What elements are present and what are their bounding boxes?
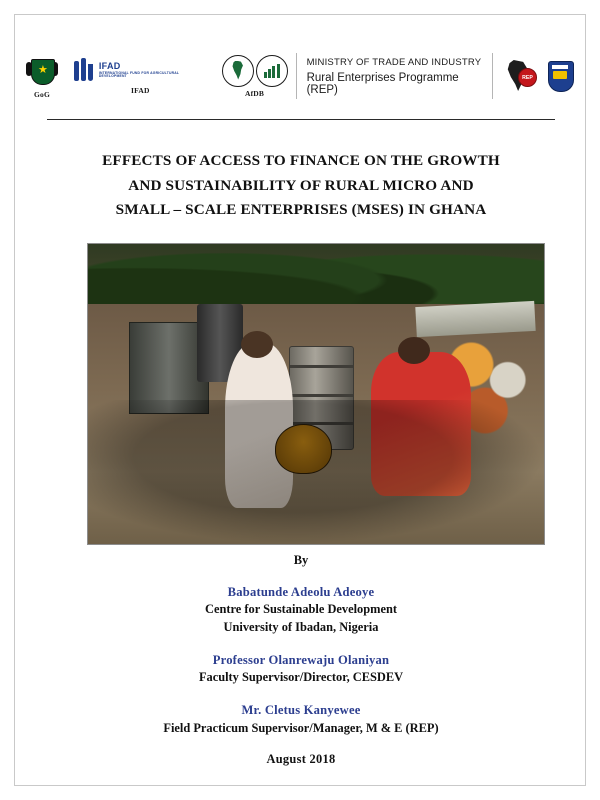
afdb-logo-caption: AfDB (244, 88, 265, 98)
afdb-logo-cell (222, 45, 288, 107)
ifad-logo-icon (73, 58, 208, 84)
afdb-logo-icon (222, 55, 288, 87)
gog-coat-of-arms-icon: ★ (27, 54, 57, 88)
author-name: Mr. Cletus Kanyewee (241, 703, 361, 718)
ifad-logo-caption: IFAD (130, 85, 150, 95)
author-affiliation: Faculty Supervisor/Director, CESDEV (198, 670, 404, 685)
author-name: Professor Olanrewaju Olaniyan (212, 653, 390, 668)
page-title (61, 149, 541, 223)
publication-date: August 2018 (266, 751, 336, 766)
gog-logo-caption: GoG (33, 89, 51, 99)
programme-name: Rural Enterprises Programme (REP) (306, 71, 459, 96)
author-name: Babatunde Adeolu Adeoye (227, 585, 375, 599)
page-sheet (14, 14, 586, 786)
author-group-3 (61, 701, 541, 737)
by-label: By (293, 553, 309, 567)
university-crest-icon (545, 59, 575, 93)
cover-photo (87, 243, 545, 545)
title-line-2: AND SUSTAINABILITY OF RURAL MICRO AND (128, 176, 474, 194)
title-line-3: SMALL – SCALE ENTERPRISES (MSES) IN GHANA (115, 201, 487, 219)
header-logo-band (27, 45, 575, 107)
authors-block (61, 583, 541, 767)
author-group-1 (61, 583, 541, 637)
author-group-2 (61, 651, 541, 687)
rep-badge-label: REP (518, 68, 537, 87)
ifad-wordmark: IFAD (98, 61, 121, 72)
ministry-block (296, 53, 492, 99)
author-affiliation: Field Practicum Supervisor/Manager, M & E (REP) (163, 720, 439, 735)
rep-africa-badge-icon (503, 59, 537, 93)
author-affiliation: University of Ibadan, Nigeria (223, 620, 379, 635)
ministry-name: MINISTRY OF TRADE AND INDUSTRY (306, 56, 482, 68)
ifad-subtitle: INTERNATIONAL FUND FOR AGRICULTURAL DEVELOPMENT (98, 70, 180, 79)
author-affiliation: Centre for Sustainable Development (205, 602, 397, 617)
title-line-1: EFFECTS OF ACCESS TO FINANCE ON THE GROWTH (102, 152, 500, 169)
gog-logo-cell (27, 45, 57, 107)
ifad-logo-cell (73, 45, 208, 107)
right-logo-group (492, 53, 575, 99)
header-divider (47, 119, 555, 120)
